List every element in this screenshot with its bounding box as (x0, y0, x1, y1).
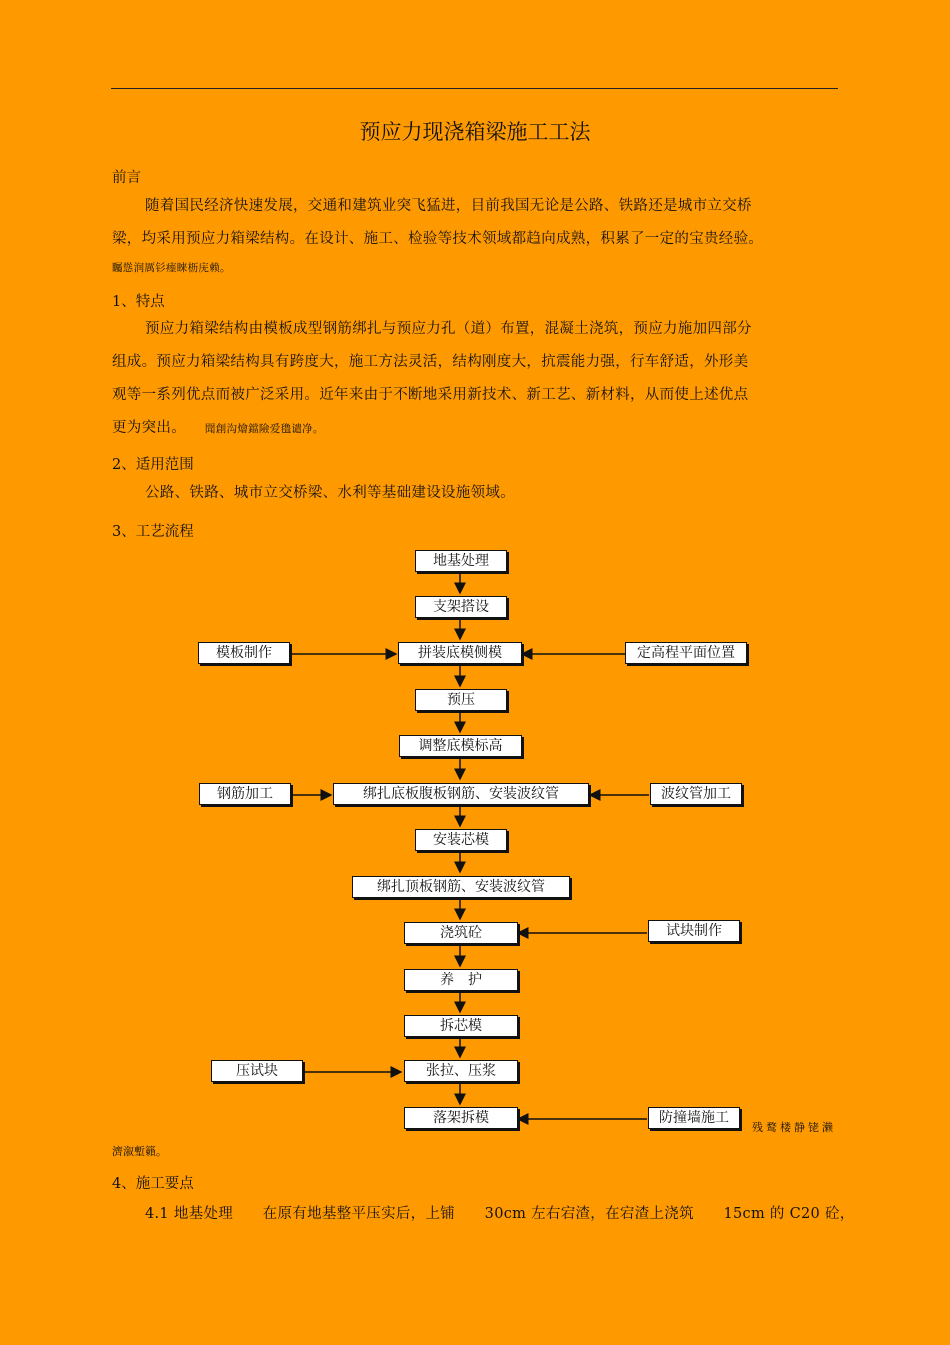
flow-step-install-core-mold: 安装芯模 (415, 829, 507, 851)
flow-step-adjust-elevation: 调整底模标高 (399, 735, 522, 757)
flow-step-tension-grout: 张拉、压浆 (404, 1060, 518, 1082)
section-1-line-4-text: 更为突出。 (112, 420, 186, 436)
preface-line-2: 梁，均采用预应力箱梁结构。在设计、施工、检验等技术领域都趋向成熟，积累了一定的宝贵经验。 (112, 231, 764, 247)
flow-step-pour-concrete: 浇筑砼 (404, 922, 518, 944)
flow-step-curing: 养 护 (404, 969, 518, 991)
section-4-heading: 4、施工要点 (112, 1176, 194, 1192)
flow-input-barrier-wall: 防撞墙施工 (648, 1107, 740, 1129)
flow-garble-right: 残鹜楼静铑濑 (752, 1121, 836, 1134)
section-4-text: 4.1 地基处理 在原有地基整平压实后，上铺 30cm 左右宕渣，在宕渣上浇筑 15cm 的 C20 砼， (145, 1206, 855, 1222)
section-1-garble: 聞創沟燴鐺險爱氇谴净。 (204, 423, 324, 435)
flow-step-scaffold: 支架搭设 (415, 596, 507, 618)
flow-step-preload: 预压 (415, 689, 507, 711)
flow-input-formwork-making: 模板制作 (198, 642, 290, 664)
flow-input-press-test-block: 压试块 (211, 1060, 303, 1082)
section-3-heading: 3、工艺流程 (112, 524, 194, 540)
flow-step-foundation: 地基处理 (415, 550, 507, 572)
flow-input-test-block: 试块制作 (648, 920, 740, 942)
flow-step-dismantle: 落架拆模 (404, 1107, 518, 1129)
flow-step-bind-bottom-rebar: 绑扎底板腹板钢筋、安装波纹管 (333, 783, 589, 805)
section-2-heading: 2、适用范围 (112, 457, 194, 473)
section-1-line-1: 预应力箱梁结构由模板成型钢筋绑扎与预应力孔（道）布置，混凝土浇筑，预应力施加四部分 (145, 321, 752, 337)
flow-input-rebar-processing: 钢筋加工 (199, 783, 291, 805)
section-1-line-3: 观等一系列优点而被广泛采用。近年来由于不断地采用新技术、新工艺、新材料，从而使上述优点 (112, 387, 749, 403)
preface-garble: 矚慫润厲钐瘗睞枥庑赖。 (112, 262, 231, 274)
flow-step-remove-core: 拆芯模 (404, 1015, 518, 1037)
section-1-heading: 1、特点 (112, 294, 165, 310)
flow-input-duct-processing: 波纹管加工 (650, 783, 742, 805)
flow-step-assemble-formwork: 拼装底模侧模 (398, 642, 522, 664)
section-1-line-2: 组成。预应力箱梁结构具有跨度大，施工方法灵活，结构刚度大，抗震能力强，行车舒适，外形美 (112, 354, 749, 370)
preface-line-1: 随着国民经济快速发展，交通和建筑业突飞猛进，目前我国无论是公路、铁路还是城市立交桥 (145, 198, 752, 214)
page-title: 预应力现浇箱梁施工工法 (359, 120, 591, 144)
flow-step-bind-top-rebar: 绑扎顶板钢筋、安装波纹管 (352, 876, 570, 898)
flow-garble-below: 濟溆塹籟。 (112, 1145, 167, 1158)
flow-input-elevation: 定高程平面位置 (625, 642, 747, 664)
section-2-text: 公路、铁路、城市立交桥梁、水利等基础建设设施领域。 (145, 485, 515, 501)
preface-heading: 前言 (112, 170, 141, 186)
